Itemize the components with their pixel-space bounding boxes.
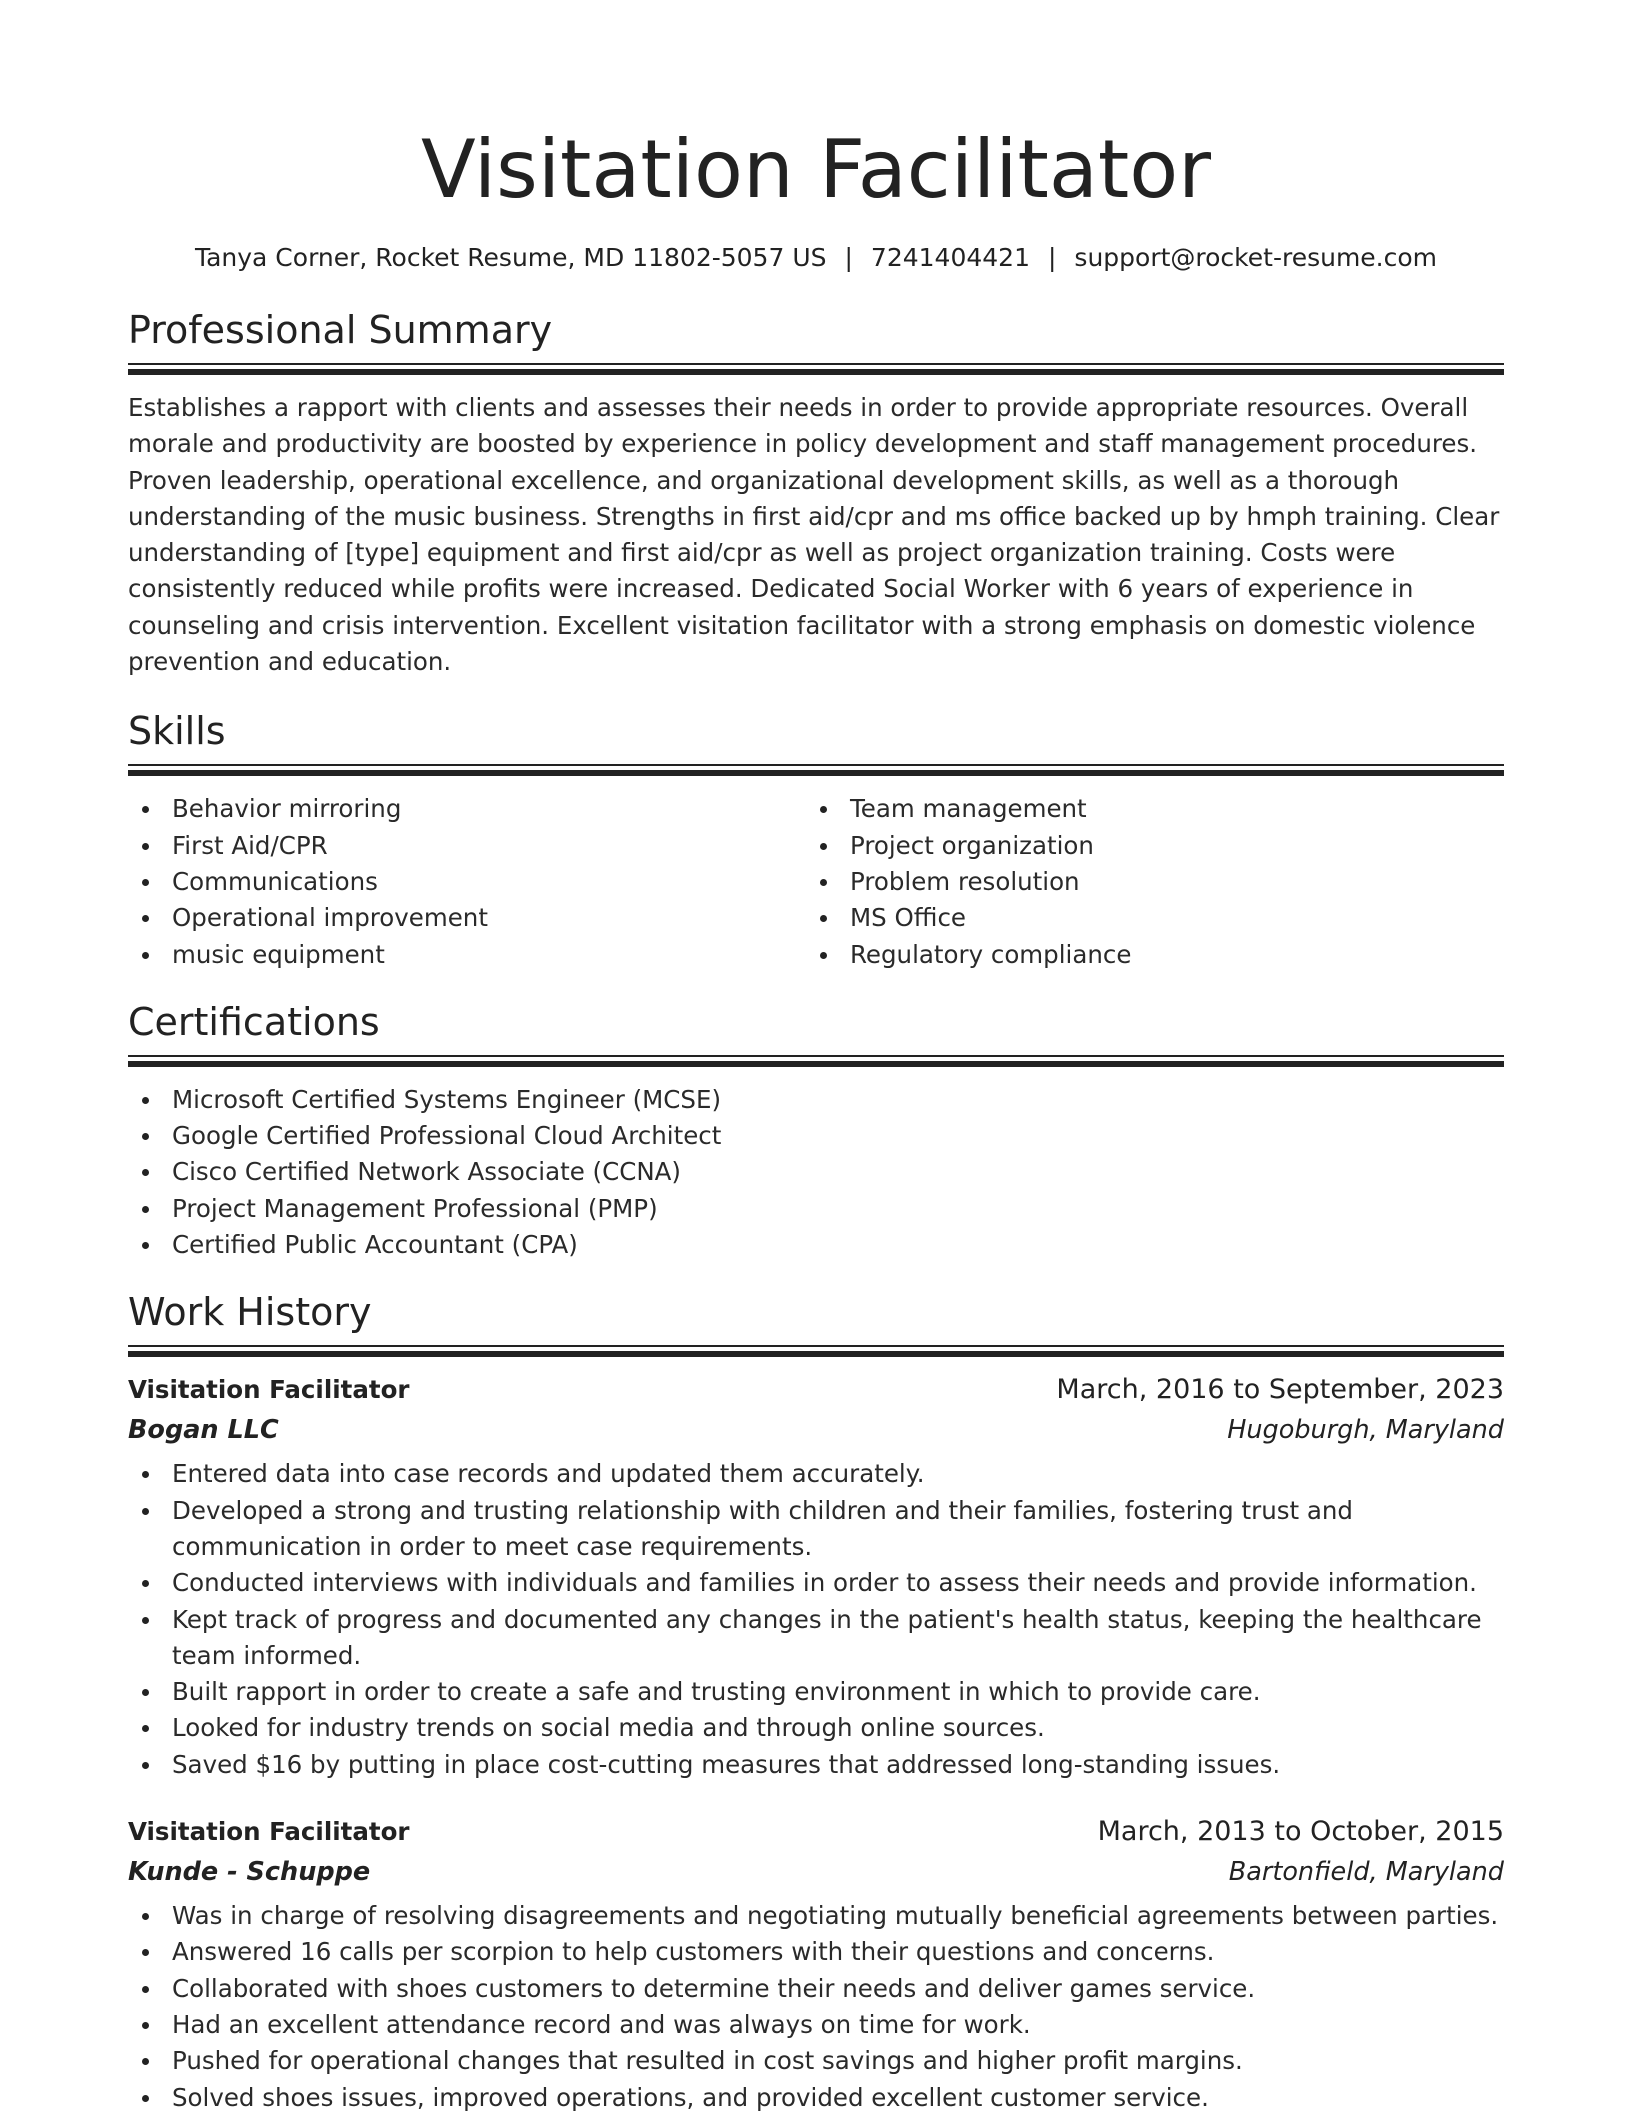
skill-item: MS Office [806, 900, 1484, 936]
job-company: Kunde - Schuppe [128, 1857, 371, 1888]
job-duty: Conducted interviews with individuals and families in order to assess their needs and provide information. [128, 1565, 1504, 1601]
job-location: Bartonfield, Maryland [1228, 1857, 1504, 1888]
section-heading-work-history: Work History [128, 1290, 372, 1335]
certification-item: Microsoft Certified Systems Engineer (MCSE) [128, 1082, 1504, 1118]
section-rule [128, 764, 1504, 775]
certification-item: Cisco Certified Network Associate (CCNA) [128, 1154, 1504, 1190]
contact-address: Tanya Corner, Rocket Resume, MD 11802-5057 US [194, 243, 827, 272]
job-subheader [128, 1852, 1504, 1892]
job-duty: Answered 16 calls per scorpion to help customers with their questions and concerns. [128, 1934, 1504, 1970]
job-title: Visitation Facilitator [128, 1375, 410, 1405]
skill-item: Project organization [806, 828, 1484, 864]
job-duty: Entered data into case records and updated them accurately. [128, 1456, 1504, 1492]
job-title: Visitation Facilitator [128, 1817, 410, 1847]
skills-list-right [806, 791, 1484, 972]
skill-item: music equipment [128, 937, 806, 973]
certification-item: Google Certified Professional Cloud Architect [128, 1118, 1504, 1154]
job-duties-list [128, 1456, 1504, 1783]
contact-email: support@rocket-resume.com [1074, 243, 1438, 272]
skills-list-left [128, 791, 806, 972]
job-duty: Had an excellent attendance record and was always on time for work. [128, 2007, 1504, 2043]
skill-item: Behavior mirroring [128, 791, 806, 827]
contact-phone: 7241404421 [870, 243, 1030, 272]
section-heading-skills: Skills [128, 709, 226, 754]
job-header [128, 1812, 1504, 1852]
job-duty: Kept track of progress and documented any changes in the patient's health status, keeping the healthcare team informed. [128, 1602, 1504, 1675]
job-duty: Was in charge of resolving disagreements and negotiating mutually beneficial agreements between parties. [128, 1898, 1504, 1934]
job-duty: Developed a strong and trusting relationship with children and their families, fostering trust and communication in order to meet case requirements. [128, 1493, 1504, 1566]
skill-item: Problem resolution [806, 864, 1484, 900]
skill-item: Communications [128, 864, 806, 900]
summary-text: Establishes a rapport with clients and assesses their needs in order to provide appropriate resources. Overall morale and productivity are boosted by experience in policy development and staff management procedures. Proven leadership, operational excellence, and organizational development skills, as well as a thorough understanding of the music business. Strengths in first aid/cpr and ms office backed up by hmph training. Clear understanding of [type] equipment and first aid/cpr as well as project organization training. Costs were consistently reduced while profits were increased. Dedicated Social Worker with 6 years of experience in counseling and crisis intervention. Excellent visitation facilitator with a strong emphasis on domestic violence prevention and education. [128, 393, 1500, 677]
job-duty: Looked for industry trends on social media and through online sources. [128, 1710, 1504, 1746]
job-duties-list [128, 1898, 1504, 2116]
resume-page [128, 0, 1504, 2116]
job-duty: Solved shoes issues, improved operations, and provided excellent customer service. [128, 2080, 1504, 2116]
section-heading-certifications: Certifications [128, 999, 380, 1044]
job-duty: Built rapport in order to create a safe and trusting environment in which to provide care. [128, 1674, 1504, 1710]
section-rule [128, 1345, 1504, 1356]
skill-item: Team management [806, 791, 1484, 827]
job-duty: Pushed for operational changes that resulted in cost savings and higher profit margins. [128, 2043, 1504, 2079]
contact-line [128, 241, 1504, 275]
section-rule [128, 363, 1504, 374]
certification-item: Certified Public Accountant (CPA) [128, 1227, 1504, 1263]
summary-section [128, 307, 1504, 680]
resume-title: Visitation Facilitator [420, 123, 1212, 216]
job-duty: Collaborated with shoes customers to determine their needs and deliver games service. [128, 1971, 1504, 2007]
job-company: Bogan LLC [128, 1415, 279, 1446]
job-duty: Saved $16 by putting in place cost-cutting measures that addressed long-standing issues. [128, 1747, 1504, 1783]
certification-item: Project Management Professional (PMP) [128, 1191, 1504, 1227]
job-location: Hugoburgh, Maryland [1227, 1415, 1504, 1446]
job-dates: March, 2013 to October, 2015 [1097, 1816, 1504, 1848]
job-header [128, 1370, 1504, 1410]
skills-grid [128, 791, 1504, 972]
skill-item: First Aid/CPR [128, 828, 806, 864]
skills-section [128, 708, 1504, 972]
contact-separator: | [844, 243, 853, 272]
job-subheader [128, 1410, 1504, 1450]
section-heading-summary: Professional Summary [128, 308, 553, 352]
skill-item: Regulatory compliance [806, 937, 1484, 973]
section-rule [128, 1055, 1504, 1066]
contact-separator: | [1047, 243, 1057, 272]
job-entry [128, 1812, 1504, 2116]
certifications-list [128, 1082, 1504, 1263]
certifications-section [128, 999, 1504, 1263]
job-entry [128, 1370, 1504, 1783]
skill-item: Operational improvement [128, 900, 806, 936]
job-dates: March, 2016 to September, 2023 [1056, 1374, 1504, 1406]
work-history-section [128, 1289, 1504, 2115]
